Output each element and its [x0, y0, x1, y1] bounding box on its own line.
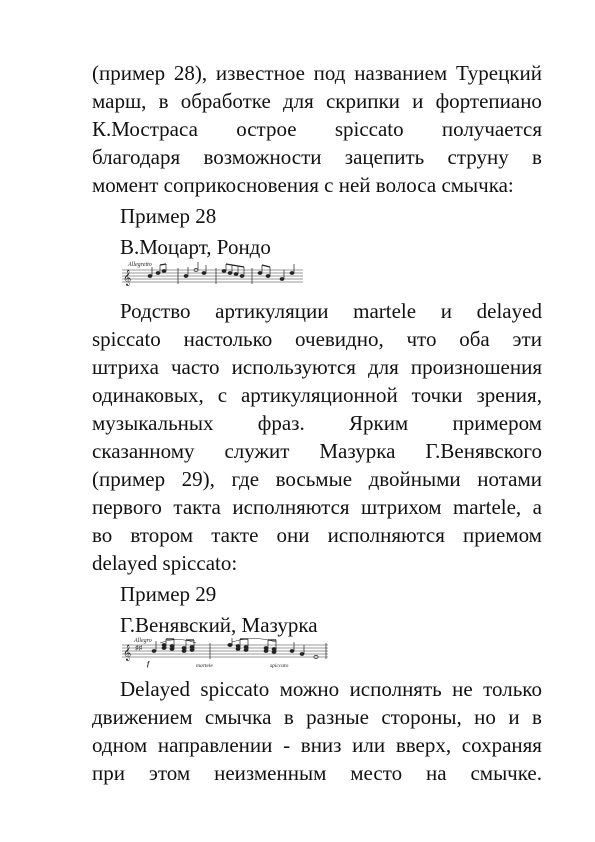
- word: приемом: [463, 523, 542, 547]
- word: при: [92, 761, 125, 785]
- word: Delayed: [120, 677, 190, 701]
- svg-text:♯♯: ♯♯: [135, 644, 142, 652]
- word: сохраняя: [461, 733, 542, 757]
- word: движением: [92, 705, 193, 729]
- word: spiccato: [92, 327, 161, 351]
- tempo-marking: Allegretto: [128, 262, 152, 268]
- word: получается: [441, 117, 542, 141]
- text-line: [92, 382, 542, 408]
- word: в: [531, 705, 542, 729]
- music-excerpt-29: [120, 636, 330, 668]
- word: для: [367, 355, 399, 379]
- text-line: [120, 676, 542, 702]
- word: в: [532, 145, 542, 169]
- word: delayed: [476, 299, 542, 323]
- word: известное: [215, 61, 305, 85]
- word: струну: [447, 145, 509, 169]
- word: стороны,: [381, 705, 462, 729]
- word: Турецкий: [455, 61, 542, 85]
- word: только: [483, 677, 542, 701]
- word: (пример: [92, 61, 166, 85]
- example-composer: В.Моцарт, Рондо: [120, 235, 271, 259]
- word: используются: [231, 355, 356, 379]
- text-line: [92, 144, 542, 170]
- word: исполняются: [232, 495, 350, 519]
- word: на: [426, 761, 447, 785]
- word: двойными: [368, 467, 461, 491]
- word: марш,: [92, 89, 147, 113]
- word: Мазурка: [319, 439, 396, 463]
- word: одном: [92, 733, 148, 757]
- stroke-marking: martele: [196, 663, 213, 668]
- text-line: [92, 760, 542, 786]
- word: благодаря: [92, 145, 181, 169]
- word: зрения,: [476, 383, 542, 407]
- word: для: [282, 89, 314, 113]
- word: фортепиано: [435, 89, 542, 113]
- word: вверх,: [395, 733, 452, 757]
- word: фраз.: [257, 411, 305, 435]
- word: и: [440, 299, 452, 323]
- word: очевидно,: [295, 327, 384, 351]
- text-line: [92, 116, 542, 142]
- word: нотами: [477, 467, 542, 491]
- text-line: [92, 466, 542, 492]
- word: и: [508, 705, 520, 729]
- word: 29),: [181, 467, 215, 491]
- word: К.Мостраса: [92, 117, 198, 141]
- word: возможности: [203, 145, 322, 169]
- word: штриха: [92, 355, 159, 379]
- text-line: [92, 494, 542, 520]
- word: исполняются: [327, 523, 445, 547]
- word: смычке.: [470, 761, 542, 785]
- word: обработке: [180, 89, 271, 113]
- word: (пример: [92, 467, 166, 491]
- word: или: [352, 733, 386, 757]
- word: втором: [130, 523, 194, 547]
- word: такта: [173, 495, 221, 519]
- word: под: [313, 61, 346, 85]
- text-line: [92, 410, 542, 436]
- word: настолько: [183, 327, 273, 351]
- text-line: [92, 60, 542, 86]
- word: одинаковых,: [92, 383, 204, 407]
- text-line: [120, 298, 542, 324]
- word: часто: [170, 355, 220, 379]
- example-label: Пример 29: [120, 582, 217, 606]
- word: они: [276, 523, 310, 547]
- tempo-marking: Allegro: [134, 638, 152, 644]
- word: разные: [306, 705, 369, 729]
- example-composer: Г.Венявский, Мазурка: [120, 613, 318, 637]
- word: оба: [459, 327, 490, 351]
- word: spiccato: [200, 677, 270, 701]
- word: Ярким: [348, 411, 409, 435]
- word: названием: [354, 61, 448, 85]
- word: в: [283, 705, 294, 729]
- word: Г.Венявского: [425, 439, 542, 463]
- word: восьмые: [275, 467, 353, 491]
- word: но: [474, 705, 496, 729]
- treble-clef-icon: 𝄞: [123, 646, 132, 661]
- word: музыкальных: [92, 411, 214, 435]
- word: зацепить: [344, 145, 425, 169]
- word: место: [350, 761, 403, 785]
- word: spiccato: [334, 117, 404, 141]
- text-line: момент соприкосновения с ней волоса смычка:: [92, 173, 514, 197]
- stroke-marking: spiccato: [270, 663, 289, 668]
- word: острое: [236, 117, 297, 141]
- text-line: [92, 326, 542, 352]
- word: Родство: [120, 299, 191, 323]
- text-line: [92, 522, 542, 548]
- music-excerpt-28: [120, 260, 305, 286]
- dynamic-marking: f: [147, 660, 150, 668]
- word: точки: [411, 383, 463, 407]
- word: во: [92, 523, 113, 547]
- word: смычка: [204, 705, 272, 729]
- word: служит: [224, 439, 290, 463]
- example-label: Пример 28: [120, 204, 217, 228]
- word: в: [158, 89, 169, 113]
- text-line: [92, 438, 542, 464]
- word: скрипки: [325, 89, 400, 113]
- treble-clef-icon: 𝄞: [123, 271, 132, 286]
- word: исполнять: [349, 677, 442, 701]
- word: где: [231, 467, 260, 491]
- word: артикуляции: [215, 299, 329, 323]
- word: что: [406, 327, 437, 351]
- text-line: delayed spiccato:: [92, 551, 238, 575]
- word: штрихом: [361, 495, 442, 519]
- word: эти: [512, 327, 542, 351]
- word: первого: [92, 495, 162, 519]
- word: направлении: [157, 733, 273, 757]
- text-line: [92, 354, 542, 380]
- text-line: [92, 88, 542, 114]
- word: martele,: [452, 495, 522, 519]
- word: не: [452, 677, 473, 701]
- word: неизменным: [214, 761, 327, 785]
- text-line: [92, 732, 542, 758]
- word: 28),: [173, 61, 208, 85]
- word: такте: [211, 523, 259, 547]
- word: артикуляционной: [240, 383, 398, 407]
- word: сказанному: [92, 439, 195, 463]
- word: martele: [353, 299, 417, 323]
- word: примером: [452, 411, 542, 435]
- word: можно: [279, 677, 340, 701]
- word: с: [217, 383, 228, 407]
- word: вниз: [300, 733, 342, 757]
- word: этом: [148, 761, 191, 785]
- word: -: [283, 733, 291, 757]
- text-line: [92, 704, 542, 730]
- word: произношения: [410, 355, 542, 379]
- word: а: [532, 495, 542, 519]
- word: и: [412, 89, 424, 113]
